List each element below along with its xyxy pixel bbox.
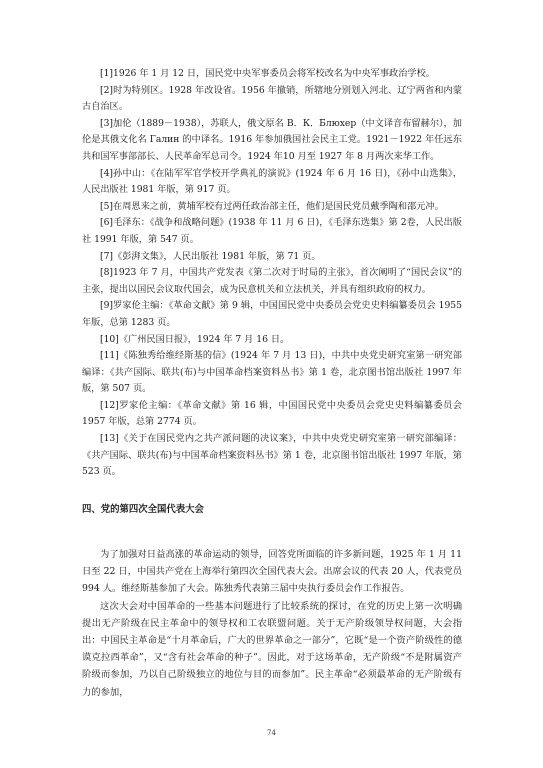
footnote: [3]加伦（1889－1938），苏联人，俄文原名 В．К．Блюхер（中文译音布留赫尔），加伦是其俄文化名 Галин 的中译名。1916 年参加俄国社会民主工党。1921－1922 年任远东共和国军事部部长、人民革命军总司令。1924 年10 月至 1927 年 8 月两次来华工作。 [82, 117, 462, 162]
footnote: [12]罗家伦主编：《革命文献》第 16 辑，中国国民党中央委员会党史史料编纂委员会 1957 年版，总第 2774 页。 [82, 399, 462, 428]
footnote: [11]《陈独秀给维经斯基的信》(1924 年 7 月 13 日)，中共中央党史研究室第一研究部编译：《共产国际、联共(布)与中国革命档案资料丛书》第 1 卷，北京图书馆出版社 1997 年版，第 507 页。 [82, 350, 462, 395]
footnote: [8]1923 年 7 月，中国共产党发表《第二次对于时局的主张》，首次阐明了“国民会议”的主张，提出以国民会议取代国会，成为民意机关和立法机关，并具有组织政府的权力。 [82, 267, 462, 295]
body-paragraph: 为了加强对日益高涨的革命运动的领导，回答党所面临的许多新问题，1925 年 1 月 11 日至 22 日，中国共产党在上海举行第四次全国代表大会。出席会议的代表 20 人，代表党员 994 人。维经斯基参加了大会。陈独秀代表第三届中央执行委员会作工作报告。 [82, 549, 462, 595]
footnote: [7]《彭湃文集》，人民出版社 1981 年版，第 71 页。 [100, 250, 321, 262]
section-heading: 四、党的第四次全国代表大会 [82, 504, 204, 515]
body-paragraph: 这次大会对中国革命的一些基本问题进行了比较系统的探讨，在党的历史上第一次明确提出无产阶级在民主革命中的领导权和工农联盟问题。关于无产阶级领导权问题，大会指出：中国民主革命是“十月革命后，广大的世界革命之一部分”，它既“是一个资产阶级性的德谟克拉西革命”，又“含有社会革命的种子”。因此，对于这场革命，无产阶级“不是附属资产阶级而参加，乃以自己阶级独立的地位与目的而参加”。民主革命“必须最革命的无产阶级有力的参加， [82, 600, 462, 698]
page-number: 74 [267, 729, 276, 737]
body-text [82, 546, 462, 701]
footnote: [4]孙中山：《在陆军军官学校开学典礼的演说》(1924 年 6 月 16 日)，《孙中山选集》，人民出版社 1981 年版，第 917 页。 [82, 167, 462, 196]
footnote: [1]1926 年 1 月 12 日，国民党中央军事委员会将军校改名为中央军事政治学校。 [100, 68, 435, 79]
footnote: [6]毛泽东：《战争和战略问题》(1938 年 11 月 6 日)，《毛泽东选集》第 2卷，人民出版社 1991 年版，第 547 页。 [82, 217, 462, 245]
footnotes-list [82, 66, 462, 481]
footnote: [2]时为特别区。1928 年改设省。1956 年撤销，所辖地分别划入河北、辽宁两省和内蒙古自治区。 [82, 84, 462, 113]
footnote: [5]在周恩来之前，黄埔军校有过两任政治部主任，他们是国民党员戴季陶和邵元冲。 [100, 200, 444, 212]
footnote: [13]《关于在国民党内之共产派问题的决议案》，中共中央党史研究室第一研究部编译：《共产国际、联共(布)与中国革命档案资料丛书》第 1 卷，北京图书馆出版社 1997 年版，第 523 页。 [82, 433, 462, 478]
footnote: [9]罗家伦主编：《革命文献》第 9 辑，中国国民党中央委员会党史史料编纂委员会 1955 年版，总第 1283 页。 [82, 300, 462, 328]
footnote: [10]《广州民国日报》，1924 年 7 月 16 日。 [100, 333, 290, 345]
